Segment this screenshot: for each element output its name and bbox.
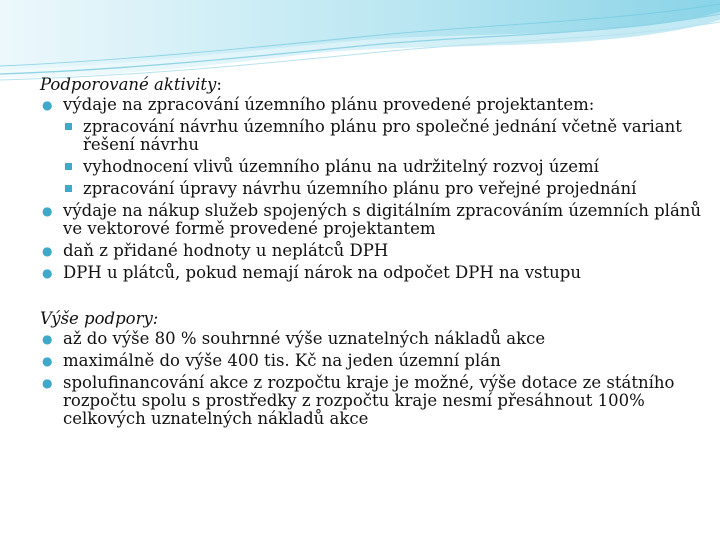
bullet-icon: ● <box>42 376 53 390</box>
bullet-icon: ● <box>42 244 53 258</box>
sub-list-item <box>63 180 710 198</box>
list-item-text: spolufinancování akce z rozpočtu kraje je možné, výše dotace ze státního rozpočtu spolu s prostředky z rozpočtu kraje nesmí přesáhnout 100% celkových uznatelných nákladů akce <box>63 373 675 428</box>
list-item <box>40 352 710 370</box>
list-item-text: daň z přidané hodnoty u neplátců DPH <box>63 241 389 260</box>
sub-list-item-text: zpracování návrhu územního plánu pro společné jednání včetně variant řešení návrhu <box>83 117 682 154</box>
list-item <box>40 330 710 348</box>
sub-list <box>63 118 710 198</box>
list-item-text: až do výše 80 % souhrnné výše uznatelných nákladů akce <box>63 329 546 348</box>
support-list <box>40 330 710 428</box>
heading-colon: : <box>216 75 222 94</box>
list-item <box>40 374 710 428</box>
sub-list-item <box>63 158 710 176</box>
list-item <box>40 202 710 238</box>
section-heading-activities <box>40 74 710 96</box>
bullet-icon: ● <box>42 98 53 112</box>
sub-list-item-text: vyhodnocení vlivů územního plánu na udržitelný rozvoj území <box>83 157 599 176</box>
list-item-text: maximálně do výše 400 tis. Kč na jeden územní plán <box>63 351 501 370</box>
section-heading-support <box>40 308 710 330</box>
list-item-text: výdaje na nákup služeb spojených s digitálním zpracováním územních plánů ve vektorové formě provedené projektantem <box>63 201 702 238</box>
list-item <box>40 264 710 282</box>
heading-text: Výše podpory: <box>40 309 159 328</box>
bullet-icon: ● <box>42 204 53 218</box>
heading-text: Podporované aktivity <box>40 75 217 94</box>
square-bullet-icon <box>65 123 72 130</box>
slide-content <box>40 74 710 432</box>
bullet-icon: ● <box>42 332 53 346</box>
bullet-icon: ● <box>42 266 53 280</box>
list-item <box>40 242 710 260</box>
square-bullet-icon <box>65 185 72 192</box>
list-item-text: výdaje na zpracování územního plánu provedené projektantem: <box>63 95 595 114</box>
list-item-text: DPH u plátců, pokud nemají nárok na odpočet DPH na vstupu <box>63 263 581 282</box>
list-item <box>40 96 710 198</box>
bullet-icon: ● <box>42 354 53 368</box>
sub-list-item <box>63 118 710 154</box>
sub-list-item-text: zpracování úpravy návrhu územního plánu pro veřejné projednání <box>83 179 637 198</box>
square-bullet-icon <box>65 163 72 170</box>
activities-list <box>40 96 710 282</box>
